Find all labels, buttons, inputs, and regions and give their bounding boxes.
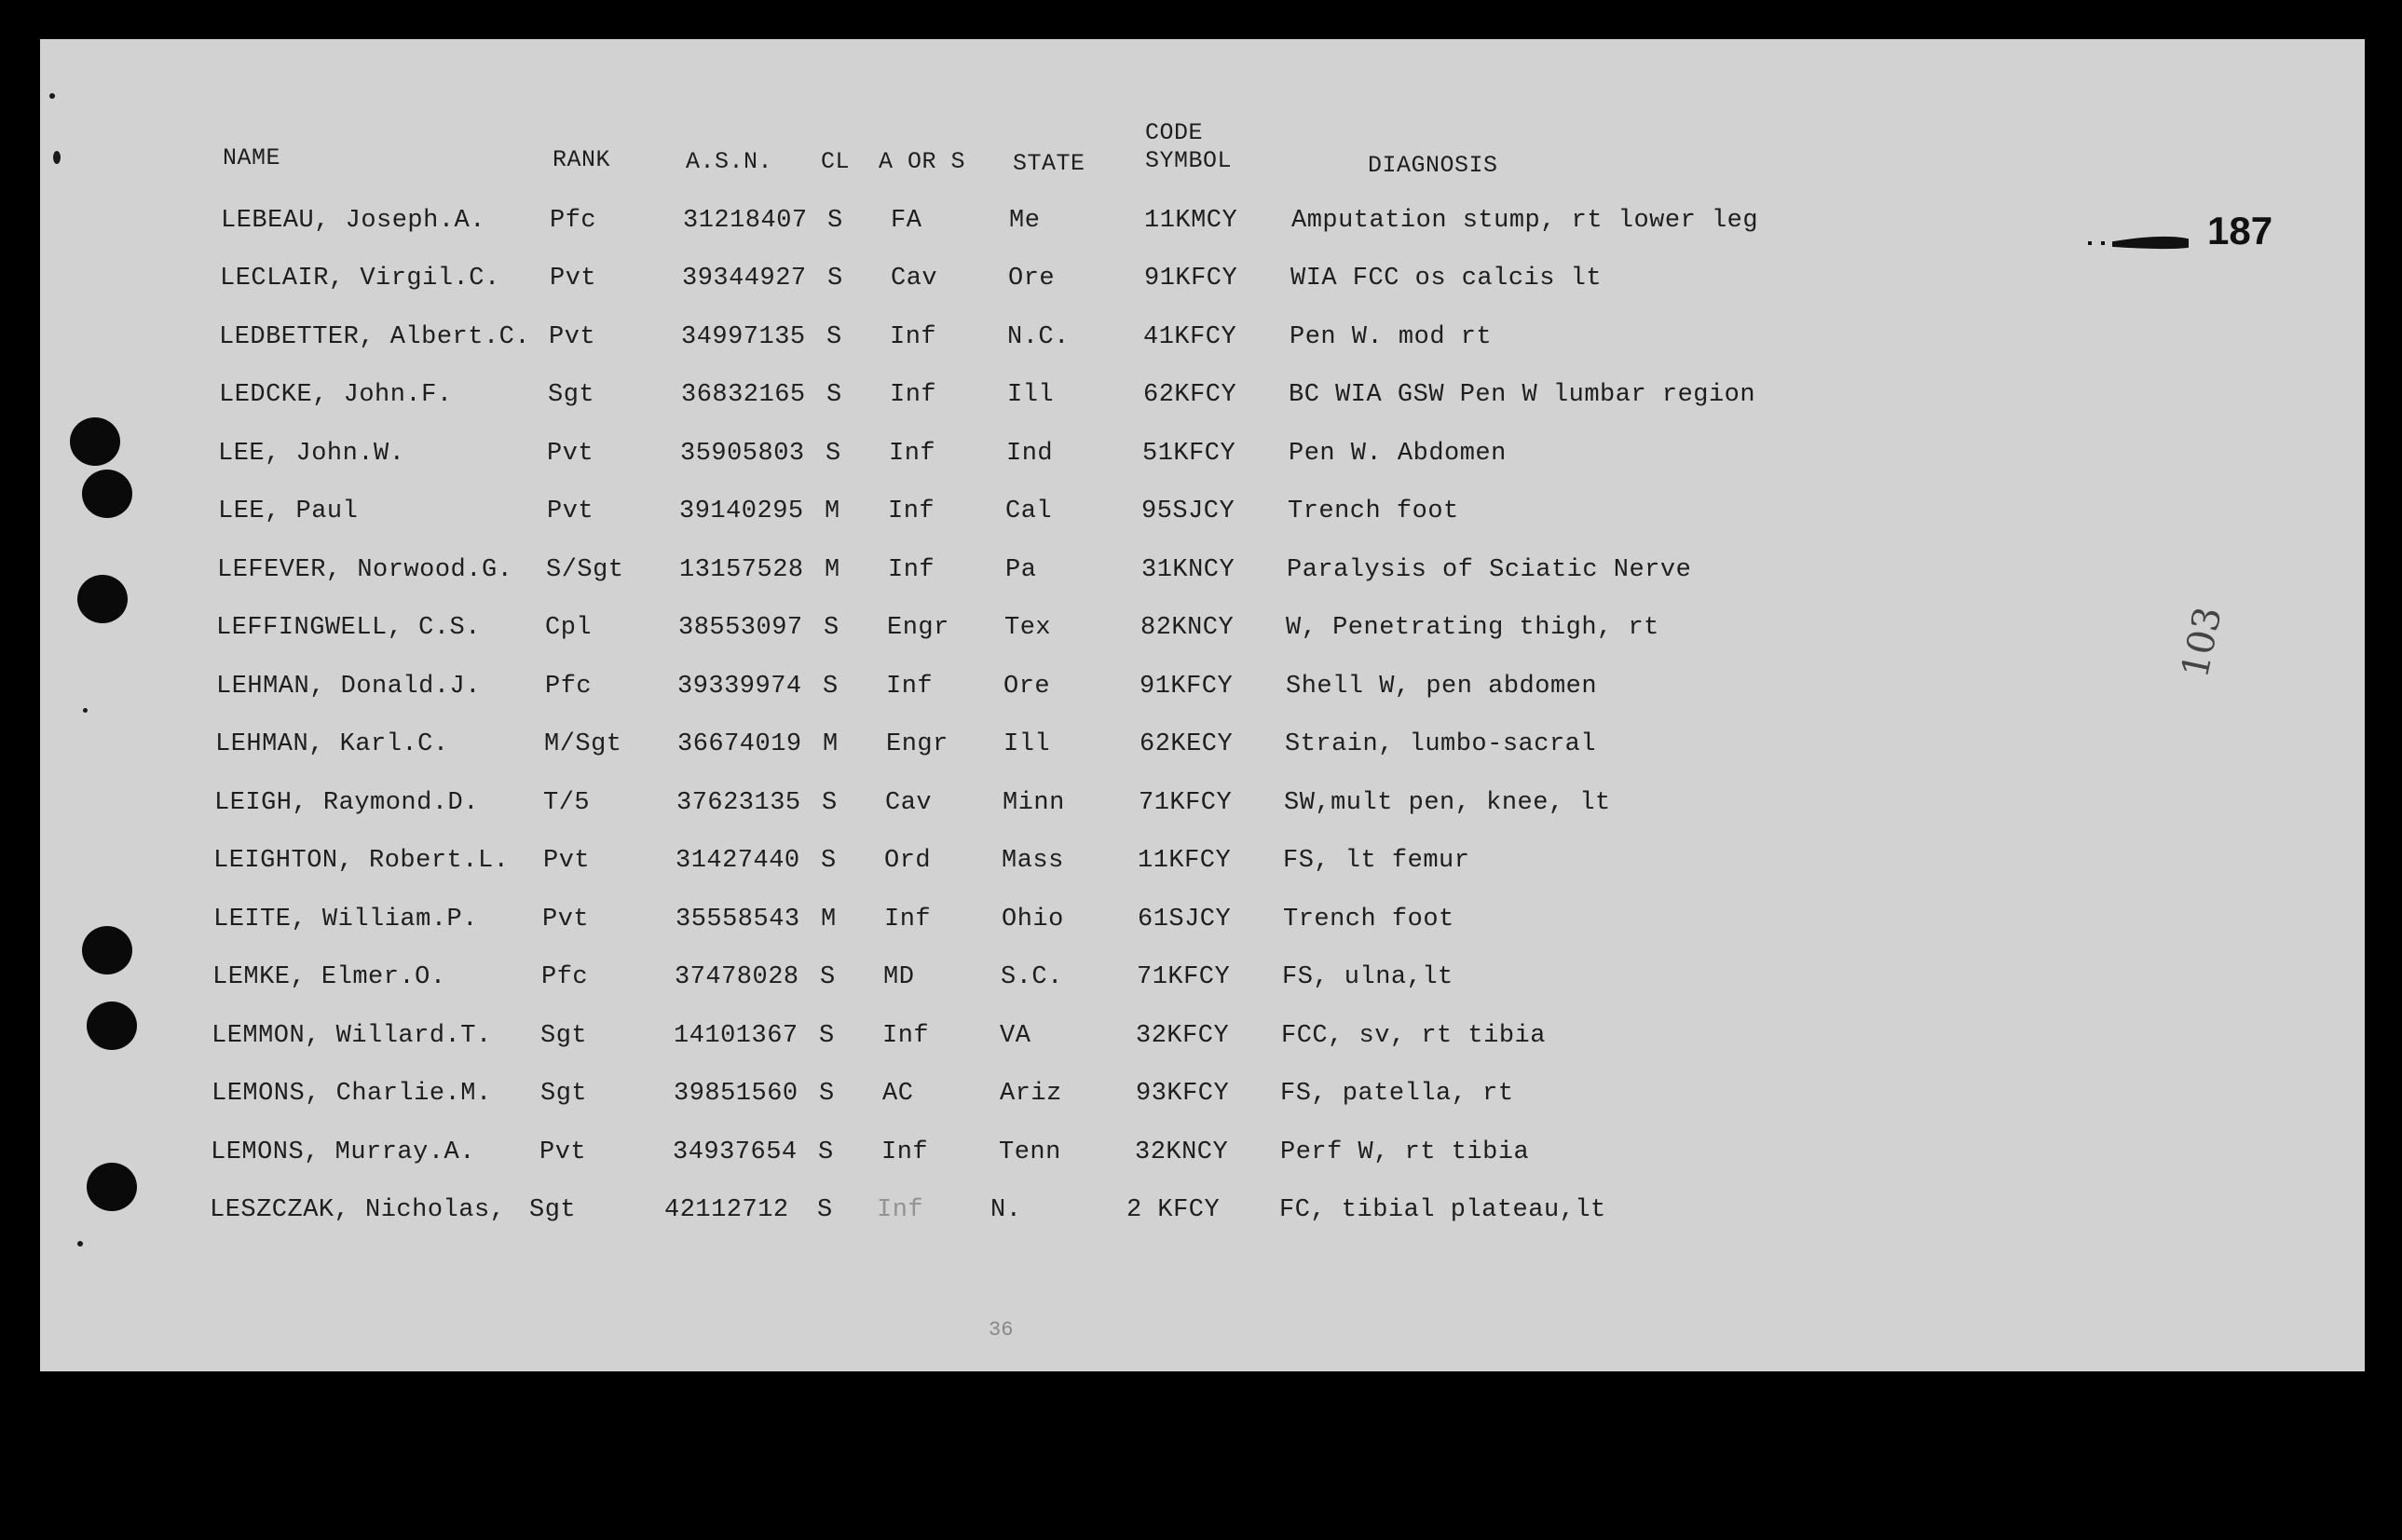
arm-cell: Ord: [884, 847, 932, 875]
state-cell: S.C.: [1001, 963, 1063, 991]
state-cell: Ohio: [1002, 906, 1064, 934]
header-name: NAME: [223, 144, 281, 171]
table-row: [40, 905, 2365, 942]
asn-cell: 35558543: [676, 906, 800, 934]
footer-mark: 36: [989, 1318, 1014, 1342]
rank-cell: M/Sgt: [544, 730, 622, 758]
cl-cell: S: [827, 207, 843, 235]
state-cell: Ind: [1006, 440, 1054, 468]
header-arm: A OR S: [879, 148, 966, 175]
state-cell: Ill: [1003, 730, 1051, 758]
table-row: [40, 1138, 2365, 1175]
arm-cell: Inf: [890, 323, 937, 351]
code-cell: 91KFCY: [1140, 673, 1234, 701]
rank-cell: Pvt: [543, 847, 591, 875]
rank-cell: T/5: [543, 789, 591, 817]
arm-cell: Inf: [881, 1138, 929, 1166]
cl-cell: M: [825, 556, 840, 584]
asn-cell: 34997135: [681, 323, 806, 351]
rank-cell: S/Sgt: [546, 556, 624, 584]
name-cell: LEDBETTER, Albert.C.: [219, 323, 531, 351]
cl-cell: S: [820, 963, 836, 991]
diagnosis-cell: Pen W. Abdomen: [1289, 440, 1507, 468]
arm-cell: Inf: [886, 673, 934, 701]
table-row: [40, 613, 2365, 650]
cl-cell: M: [825, 497, 840, 525]
diagnosis-cell: Pen W. mod rt: [1290, 323, 1493, 351]
code-cell: 91KFCY: [1144, 265, 1238, 293]
code-cell: 93KFCY: [1136, 1080, 1230, 1108]
state-cell: Cal: [1005, 497, 1053, 525]
arm-cell: FA: [891, 207, 922, 235]
name-cell: LEDCKE, John.F.: [219, 381, 453, 409]
code-cell: 11KMCY: [1144, 207, 1238, 235]
asn-cell: 14101367: [674, 1022, 798, 1050]
name-cell: LEHMAN, Donald.J.: [216, 673, 481, 701]
diagnosis-cell: Trench foot: [1283, 906, 1454, 934]
rank-cell: Sgt: [540, 1080, 588, 1108]
rank-cell: Pfc: [545, 673, 593, 701]
header-code: [1145, 119, 1232, 175]
diagnosis-cell: FS, patella, rt: [1280, 1080, 1514, 1108]
code-cell: 2 KFCY: [1126, 1196, 1221, 1224]
ink-speck: [49, 93, 55, 99]
header-rank: RANK: [553, 146, 611, 173]
state-cell: Pa: [1005, 556, 1037, 584]
diagnosis-cell: Paralysis of Sciatic Nerve: [1287, 556, 1692, 584]
asn-cell: 37623135: [676, 789, 801, 817]
rank-cell: Pvt: [549, 323, 596, 351]
code-cell: 71KFCY: [1139, 789, 1233, 817]
cl-cell: S: [819, 1022, 835, 1050]
arm-cell: Inf: [888, 497, 935, 525]
state-cell: Minn: [1003, 789, 1065, 817]
arm-cell: Inf: [877, 1196, 924, 1224]
state-cell: N.C.: [1007, 323, 1070, 351]
code-cell: 61SJCY: [1138, 906, 1232, 934]
cl-cell: S: [826, 440, 841, 468]
asn-cell: 31218407: [683, 207, 808, 235]
table-row: [40, 1079, 2365, 1116]
arm-cell: Engr: [887, 614, 949, 642]
name-cell: LEMONS, Murray.A.: [211, 1138, 475, 1166]
ink-speck: [53, 151, 61, 164]
asn-cell: 37478028: [675, 963, 799, 991]
code-cell: 95SJCY: [1141, 497, 1235, 525]
asn-cell: 36674019: [677, 730, 802, 758]
table-row: [40, 846, 2365, 883]
cl-cell: S: [822, 789, 838, 817]
arm-cell: Inf: [888, 556, 935, 584]
table-row: [40, 962, 2365, 1000]
rank-cell: Sgt: [540, 1022, 588, 1050]
name-cell: LEMONS, Charlie.M.: [212, 1080, 492, 1108]
name-cell: LEFEVER, Norwood.G.: [217, 556, 513, 584]
code-cell: 62KFCY: [1143, 381, 1237, 409]
diagnosis-cell: Perf W, rt tibia: [1280, 1138, 1530, 1166]
state-cell: Ore: [1008, 265, 1056, 293]
diagnosis-cell: Shell W, pen abdomen: [1286, 673, 1598, 701]
rank-cell: Sgt: [529, 1196, 577, 1224]
state-cell: Ore: [1003, 673, 1051, 701]
asn-cell: 13157528: [679, 556, 804, 584]
arm-cell: Inf: [882, 1022, 930, 1050]
arm-cell: Inf: [889, 440, 936, 468]
table-row: [40, 380, 2365, 417]
name-cell: LEIGH, Raymond.D.: [214, 789, 479, 817]
table-row: [40, 439, 2365, 476]
name-cell: LEE, Paul: [218, 497, 359, 525]
name-cell: LEFFINGWELL, C.S.: [216, 614, 481, 642]
name-cell: LECLAIR, Virgil.C.: [220, 265, 500, 293]
rank-cell: Cpl: [545, 614, 593, 642]
asn-cell: 39140295: [679, 497, 804, 525]
header-diagnosis: DIAGNOSIS: [1368, 152, 1498, 179]
page-number: 187: [2207, 209, 2273, 252]
state-cell: VA: [1000, 1022, 1031, 1050]
state-cell: N.: [990, 1196, 1022, 1224]
name-cell: LEIGHTON, Robert.L.: [213, 847, 510, 875]
diagnosis-cell: Trench foot: [1288, 497, 1459, 525]
diagnosis-cell: FC, tibial plateau,lt: [1279, 1196, 1606, 1224]
table-row: [40, 555, 2365, 593]
arm-cell: Engr: [886, 730, 949, 758]
rank-cell: Pfc: [541, 963, 589, 991]
code-cell: 32KFCY: [1136, 1022, 1230, 1050]
cl-cell: S: [819, 1080, 835, 1108]
asn-cell: 35905803: [680, 440, 805, 468]
arm-cell: Cav: [885, 789, 933, 817]
code-cell: 62KECY: [1140, 730, 1234, 758]
table-row: [40, 264, 2365, 301]
diagnosis-cell: FCC, sv, rt tibia: [1281, 1022, 1546, 1050]
table-row: [40, 497, 2365, 534]
table-row: [40, 672, 2365, 709]
code-cell: 71KFCY: [1137, 963, 1231, 991]
code-cell: 31KNCY: [1141, 556, 1235, 584]
asn-cell: 39339974: [677, 673, 802, 701]
state-cell: Ariz: [1000, 1080, 1062, 1108]
name-cell: LEE, John.W.: [218, 440, 405, 468]
state-cell: Ill: [1007, 381, 1055, 409]
state-cell: Mass: [1002, 847, 1064, 875]
state-cell: Me: [1009, 207, 1041, 235]
diagnosis-cell: FS, lt femur: [1283, 847, 1470, 875]
arm-cell: Inf: [884, 906, 932, 934]
diagnosis-cell: SW,mult pen, knee, lt: [1284, 789, 1611, 817]
asn-cell: 34937654: [673, 1138, 798, 1166]
header-code-line1: CODE: [1145, 119, 1204, 146]
rank-cell: Pvt: [542, 906, 590, 934]
code-cell: 51KFCY: [1142, 440, 1236, 468]
asn-cell: 38553097: [678, 614, 803, 642]
table-row: [40, 788, 2365, 825]
diagnosis-cell: WIA FCC os calcis lt: [1290, 265, 1603, 293]
header-code-line2: SYMBOL: [1145, 147, 1233, 174]
table-row: [40, 729, 2365, 767]
table-row: [40, 206, 2365, 243]
arm-cell: Cav: [891, 265, 938, 293]
name-cell: LEMMON, Willard.T.: [212, 1022, 492, 1050]
cl-cell: M: [823, 730, 839, 758]
cl-cell: S: [823, 673, 839, 701]
code-cell: 41KFCY: [1143, 323, 1237, 351]
name-cell: LEITE, William.P.: [213, 906, 478, 934]
state-cell: Tex: [1004, 614, 1052, 642]
rank-cell: Sgt: [548, 381, 595, 409]
table-row: [40, 322, 2365, 360]
cl-cell: S: [818, 1138, 834, 1166]
state-cell: Tenn: [999, 1138, 1061, 1166]
asn-cell: 39851560: [674, 1080, 798, 1108]
cl-cell: S: [821, 847, 837, 875]
ink-speck: [77, 1241, 83, 1247]
cl-cell: S: [817, 1196, 833, 1224]
rank-cell: Pvt: [547, 440, 594, 468]
cl-cell: S: [824, 614, 839, 642]
diagnosis-cell: FS, ulna,lt: [1282, 963, 1453, 991]
table-row: [40, 1195, 2365, 1233]
header-state: STATE: [1013, 150, 1085, 177]
rank-cell: Pvt: [550, 265, 597, 293]
name-cell: LESZCZAK, Nicholas,: [210, 1196, 506, 1224]
cl-cell: S: [827, 265, 843, 293]
asn-cell: 39344927: [682, 265, 807, 293]
record-card: [40, 39, 2365, 1371]
asn-cell: 36832165: [681, 381, 806, 409]
diagnosis-cell: W, Penetrating thigh, rt: [1286, 614, 1659, 642]
rank-cell: Pfc: [550, 207, 597, 235]
diagnosis-cell: BC WIA GSW Pen W lumbar region: [1289, 381, 1756, 409]
header-asn: A.S.N.: [686, 148, 773, 175]
cl-cell: M: [821, 906, 837, 934]
rank-cell: Pvt: [539, 1138, 587, 1166]
code-cell: 82KNCY: [1140, 614, 1235, 642]
table-row: [40, 1021, 2365, 1058]
margin-note: 103: [2174, 603, 2231, 682]
asn-cell: 42112712: [664, 1196, 789, 1224]
name-cell: LEMKE, Elmer.O.: [212, 963, 446, 991]
asn-cell: 31427440: [676, 847, 800, 875]
code-cell: 11KFCY: [1138, 847, 1232, 875]
code-cell: 32KNCY: [1135, 1138, 1229, 1166]
rank-cell: Pvt: [547, 497, 594, 525]
arm-cell: Inf: [890, 381, 937, 409]
diagnosis-cell: Strain, lumbo-sacral: [1285, 730, 1597, 758]
arm-cell: MD: [883, 963, 915, 991]
arm-cell: AC: [882, 1080, 914, 1108]
header-cl: CL: [821, 148, 851, 175]
cl-cell: S: [826, 381, 842, 409]
name-cell: LEBEAU, Joseph.A.: [221, 207, 485, 235]
diagnosis-cell: Amputation stump, rt lower leg: [1291, 207, 1759, 235]
name-cell: LEHMAN, Karl.C.: [215, 730, 449, 758]
cl-cell: S: [826, 323, 842, 351]
